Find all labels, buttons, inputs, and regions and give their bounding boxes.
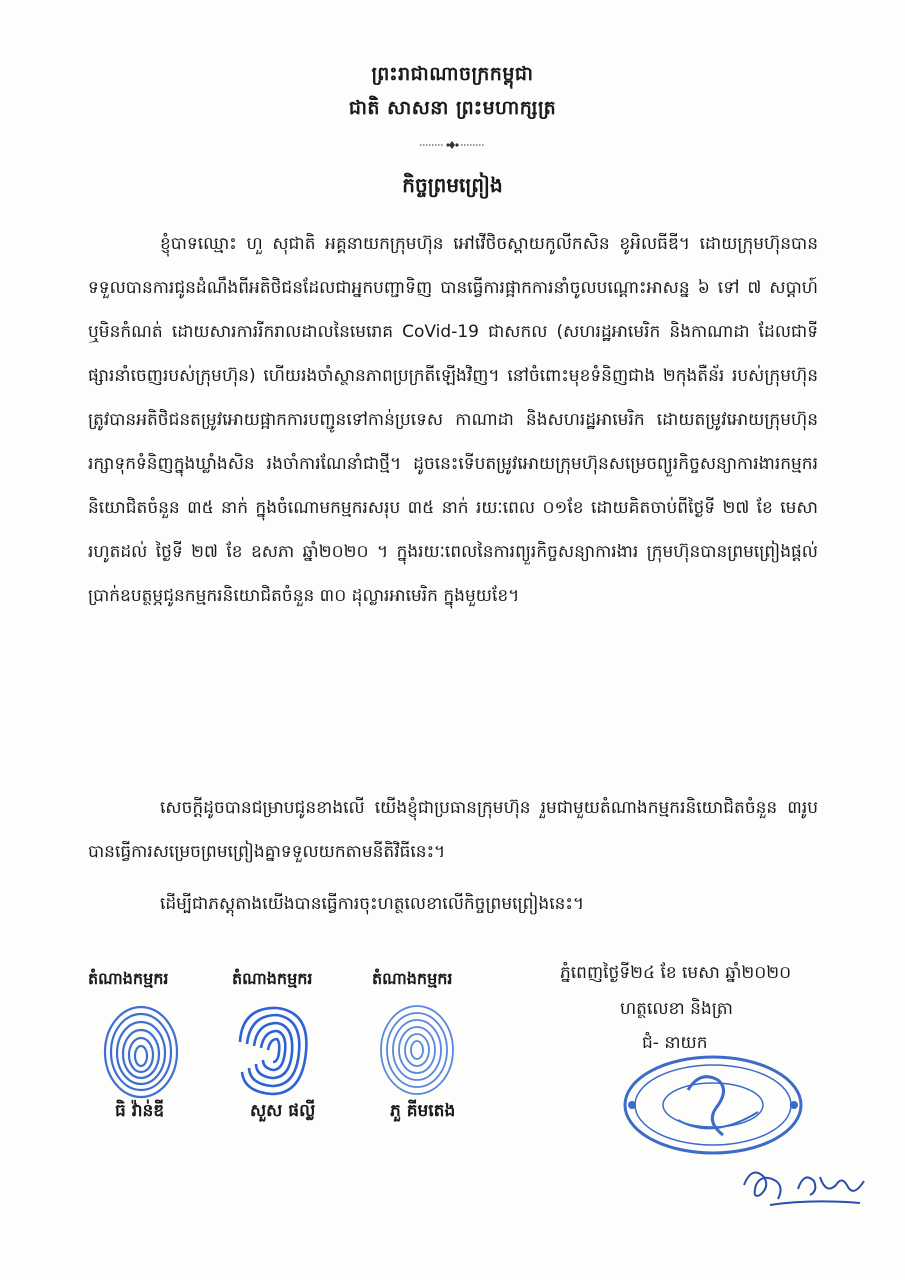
date-place-line: ភ្នំពេញថ្ងៃទី២៤ ខែ មេសា ឆ្នាំ២០២០: [560, 963, 792, 983]
representative-1-name: ធិ វ៉ាន់ឌី: [115, 1101, 165, 1121]
director-signature-icon: [740, 1155, 870, 1210]
paragraph-2-text: សេចក្តីដូចបានជម្រាបជូនខាងលើ យើងខ្ញុំជាប្រធានក្រុមហ៊ុន រួមជាមួយតំណាងកម្មករនិយោជិតចំនួន ៣រូបបានធ្វើការសម្រេចព្រមព្រៀងគ្នាទទួលយកតាមនីតិវិធីនេះ។: [88, 798, 818, 862]
document-title: កិច្ចព្រមព្រៀង: [402, 173, 503, 197]
national-motto: ជាតិ សាសនា ព្រះមហាក្សត្រ: [348, 97, 557, 119]
paragraph-3: [88, 882, 818, 926]
paragraph-2: [88, 786, 818, 874]
representative-3-label: តំណាងកម្មករ: [372, 969, 453, 988]
director-line: ជំ- នាយក: [642, 1033, 708, 1053]
ornament-divider: [420, 140, 485, 150]
paragraph-1: [88, 222, 818, 618]
paragraph-1-text: ខ្ញុំបាទឈ្មោះ ហួ សុជាតិ អគ្គនាយកក្រុមហ៊ុន អៅវើថិចស្ពាយកូលីកសិន ខូអិលធីឌី។ ដោយក្រុមហ៊ុនបានទទួលបានការជូនដំណឹងពីអតិថិជនដែលជាអ្នកបញ្ជាទិញ បានធ្វើការផ្អាកការនាំចូលបណ្តោះអាសន្ន ៦ ទៅ ៧ សប្តាហ៍ ឬមិនកំណត់ ដោយសារការរីករាលដាលនៃមេរោគ CoVid-19 ជាសកល (សហរដ្ឋអាមេរិក និងកាណាដា ដែលជាទីផ្សារនាំចេញរបស់ក្រុមហ៊ុន) ហើយរងចាំស្ថានភាពប្រក្រតីឡើងវិញ។ នៅចំពោះមុខទំនិញជាង ២កុងតឺន័រ របស់ក្រុមហ៊ុនត្រូវបានអតិថិជនតម្រូវអោយផ្អាកការបញ្ជូនទៅកាន់ប្រទេស កាណាដា និងសហរដ្ឋអាមេរិក ដោយតម្រូវអោយក្រុមហ៊ុនរក្សាទុកទំនិញក្នុងឃ្លាំងសិន រងចាំការណែនាំជាថ្មី។ ដូចនេះទើបតម្រូវអោយក្រុមហ៊ុនសម្រេចព្យួរកិច្ចសន្យាការងារកម្មករនិយោជិតចំនួន ៣៥ នាក់ ក្នុងចំណោមកម្មករសរុប ៣៥ នាក់ រយៈពេល ០១ខែ ដោយគិតចាប់ពីថ្ងៃទី ២៧ ខែ មេសា រហូតដល់ ថ្ងៃទី ២៧ ខែ ឧសភា ឆ្នាំ២០២០ ។ ក្នុងរយៈពេលនៃការព្យួរកិច្ចសន្យាការងារ ក្រុមហ៊ុនបានព្រមព្រៀងផ្តល់ប្រាក់ឧបត្ថម្ភជូនកម្មករនិយោជិតចំនួន ៣០ ដុល្លារអាមេរិក ក្នុងមួយខែ។: [88, 234, 818, 606]
representative-3-name: ភួ គីមតេង: [390, 1101, 456, 1121]
representative-2-label: តំណាងកម្មករ: [232, 969, 313, 988]
fingerprint-2-icon: [232, 1002, 314, 1100]
kingdom-heading: ព្រះរាជាណាចក្រកម្ពុជា: [371, 63, 534, 85]
paragraph-3-text: ដើម្បីជាភស្តុតាងយើងបានធ្វើការចុះហត្ថលេខាលើកិច្ចព្រមព្រៀងនេះ។: [160, 894, 585, 914]
fingerprint-3-icon: [376, 1002, 458, 1100]
company-seal-icon: [618, 1050, 808, 1160]
fingerprint-1-icon: [100, 1002, 182, 1100]
signature-seal-label: ហត្ថលេខា និងត្រា: [620, 999, 733, 1019]
representative-2-name: សួស ផល្លី: [250, 1101, 316, 1121]
representative-1-label: តំណាងកម្មករ: [88, 969, 169, 988]
